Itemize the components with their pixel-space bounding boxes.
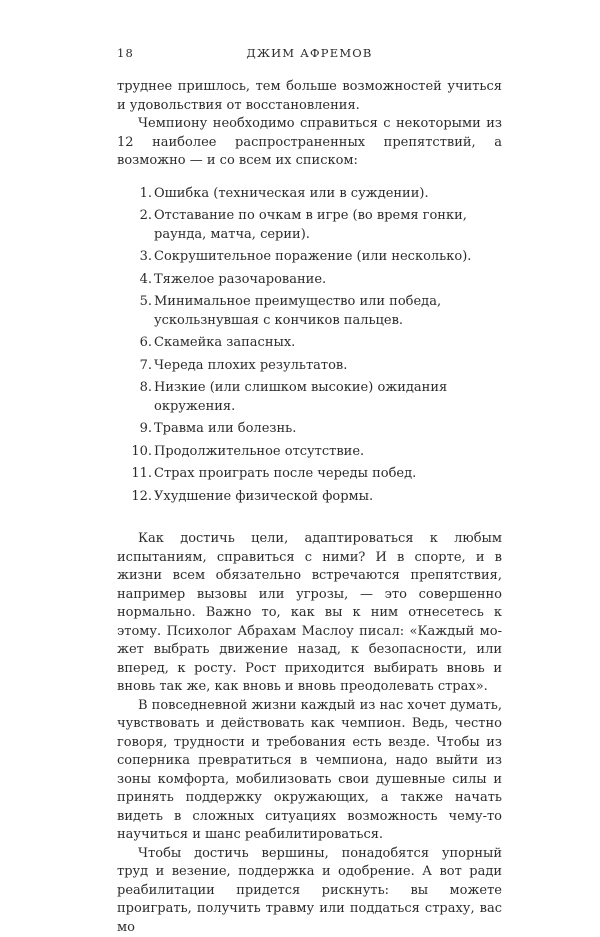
paragraph-1: труднее пришлось, тем больше возможностей учиться и удовольствия от восстановления. <box>117 78 502 115</box>
list-item: 8. Низкие (или слишком высокие) ожидания окружения. <box>117 379 502 416</box>
page-number: 18 <box>117 46 134 60</box>
author-name: ДЖИМ АФРЕМОВ <box>117 46 502 60</box>
list-item: 3. Сокрушительное поражение (или несколько). <box>117 248 502 267</box>
list-item: 9. Травма или болезнь. <box>117 420 502 439</box>
running-head <box>117 46 502 62</box>
paragraph-2: Чемпиону необходимо справиться с некоторыми из 12 наиболее распространенных препятствий, а возможно — и со всем их списком: <box>117 115 502 171</box>
list-item: 7. Череда плохих результатов. <box>117 357 502 376</box>
list-item: 2. Отставание по очкам в игре (во время гонки, раунда, матча, серии). <box>117 207 502 244</box>
paragraph-3: Как достичь цели, адаптироваться к любым испытаниям, справиться с ними? И в спорте, и в жизни всем обязательно встречаются препятствия, например вызовы или угрозы, — это совершенно нормально. Важно то, как вы к ним отнесетесь к этому. Психолог Абрахам Маслоу писал: «Каждый может выбрать движение назад, к безопасности, или вперед, к росту. Рост приходится выбирать вновь и вновь так же, как вновь и вновь преодолевать страх». <box>117 530 502 697</box>
list-item: 4. Тяжелое разочарование. <box>117 271 502 290</box>
list-item: 10. Продолжительное отсутствие. <box>117 443 502 462</box>
list-item: 11. Страх проиграть после череды побед. <box>117 465 502 484</box>
list-item: 6. Скамейка запасных. <box>117 334 502 353</box>
paragraph-5: Чтобы достичь вершины, понадобятся упорный труд и везение, поддержка и одобрение. А вот ради реабилитации придется рискнуть: вы можете проиграть, получить травму или поддаться страху, вас мо <box>117 845 502 937</box>
list-item: 1. Ошибка (техническая или в суждении). <box>117 185 502 204</box>
paragraph-4: В повседневной жизни каждый из нас хочет думать, чувствовать и действовать как чемпион. Ведь, честно говоря, трудности и требования есть везде. Чтобы из соперника превратиться в чемпиона, надо выйти из зоны комфорта, мобилизовать свои душевные силы и принять поддержку окружающих, а также начать видеть в сложных ситуациях возможность чему-то научиться и шанс реабилитироваться. <box>117 697 502 845</box>
body-text <box>117 78 502 937</box>
obstacle-list <box>117 185 502 507</box>
list-item: 5. Минимальное преимущество или победа, ускользнувшая с кончиков пальцев. <box>117 293 502 330</box>
list-spacer <box>117 510 502 530</box>
list-item: 12. Ухудшение физической формы. <box>117 488 502 507</box>
